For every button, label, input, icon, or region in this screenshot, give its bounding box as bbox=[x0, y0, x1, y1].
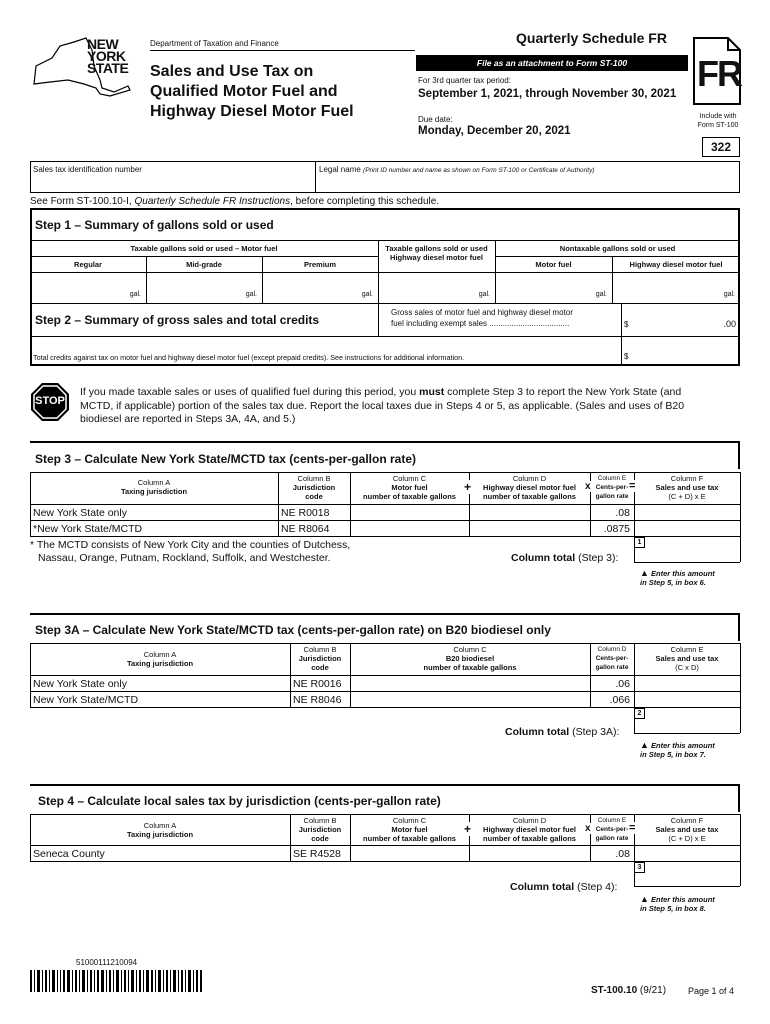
stop-text-a: If you made taxable sales or uses of qualified fuel during this period, you bbox=[80, 386, 420, 398]
times-operator: x bbox=[585, 481, 591, 492]
step3a-col-d-header bbox=[590, 645, 634, 672]
step2-gross-dollar: $ bbox=[624, 320, 629, 329]
enter-note-line-2: in Step 5, in box 6. bbox=[640, 578, 706, 587]
step3a-row2-gallons-field[interactable] bbox=[351, 692, 589, 706]
col-title: Cents-per- bbox=[595, 826, 629, 833]
col-title: Motor fuel bbox=[391, 483, 428, 492]
sales-tax-id-field[interactable] bbox=[31, 176, 314, 192]
step3a-column-total-label bbox=[505, 726, 619, 738]
step3-row1-tax-field[interactable] bbox=[635, 505, 739, 519]
form-footer-id bbox=[591, 985, 666, 996]
see-form-suffix: , before completing this schedule. bbox=[290, 196, 440, 207]
step1-taxable-motor-header: Taxable gallons sold or used – Motor fuel bbox=[130, 244, 278, 253]
footnote-line-2: Nassau, Orange, Putnam, Rockland, Suffolk, and Westchester. bbox=[38, 552, 331, 564]
col-title: Cents-per- bbox=[595, 655, 629, 662]
fr-icon-text: FR bbox=[697, 53, 741, 94]
col-title: Taxing jurisdiction bbox=[126, 830, 194, 839]
see-form-prefix: See Form ST-100.10-I, bbox=[30, 196, 132, 207]
col-title: Highway diesel motor fuel bbox=[483, 825, 576, 834]
step3a-total-field[interactable] bbox=[645, 709, 739, 732]
step4-row1-rate: .08 bbox=[615, 848, 630, 860]
col-title: Jurisdiction bbox=[292, 483, 336, 492]
col-title-2: gallon rate bbox=[595, 493, 629, 500]
total-label-bold: Column total bbox=[510, 881, 575, 893]
col-label: Column D bbox=[512, 816, 547, 825]
gal-unit: gal. bbox=[723, 291, 735, 298]
step3a-title: Step 3A – Calculate New York State/MCTD tax (cents-per-gallon rate) on B20 biodiesel only bbox=[35, 623, 551, 637]
step3-total-field[interactable] bbox=[645, 538, 739, 561]
stop-instructions bbox=[80, 386, 745, 427]
stop-line-2: MCTD, if applicable) portion of the sales tax due. Report the local taxes due in Steps 4 or 5, as applicable. (Sales and uses of B20 bbox=[80, 399, 685, 412]
step1-nontaxable-header: Nontaxable gallons sold or used bbox=[559, 244, 676, 253]
col-label: Column A bbox=[143, 650, 177, 659]
col-label: Column C bbox=[453, 645, 487, 654]
col-title: B20 biodiesel bbox=[445, 654, 495, 663]
step3a-row2-code: NE R8046 bbox=[293, 694, 342, 706]
main-title-line-1: Sales and Use Tax on bbox=[150, 63, 314, 80]
step1-taxable-diesel-header bbox=[378, 244, 495, 262]
step2-gross-label bbox=[391, 307, 573, 329]
main-title bbox=[150, 62, 354, 122]
main-title-line-3: Highway Diesel Motor Fuel bbox=[150, 103, 354, 120]
footnote-line-1: * The MCTD consists of New York City and the counties of Dutchess, bbox=[30, 539, 351, 551]
col-label: Column F bbox=[670, 474, 704, 483]
plus-operator: + bbox=[464, 822, 472, 836]
period-label: For 3rd quarter tax period: bbox=[418, 76, 511, 85]
step3-enter-note bbox=[640, 569, 715, 587]
col-label: Column D bbox=[512, 474, 547, 483]
logo-line-2: YORK bbox=[87, 48, 126, 64]
step4-row1-motor-field[interactable] bbox=[351, 846, 468, 860]
step3a-row1-code: NE R0016 bbox=[293, 678, 342, 690]
step3a-row1-tax-field[interactable] bbox=[635, 676, 739, 690]
step3a-row1-jurisdiction: New York State only bbox=[33, 678, 127, 690]
step1-nontaxable-diesel-field[interactable] bbox=[613, 273, 739, 303]
step1-title: Step 1 – Summary of gallons sold or used bbox=[35, 218, 274, 232]
step3-title: Step 3 – Calculate New York State/MCTD tax (cents-per-gallon rate) bbox=[35, 452, 416, 466]
step4-col-d-header bbox=[469, 816, 590, 843]
step3-col-f-header bbox=[634, 474, 740, 501]
step3-row1-diesel-field[interactable] bbox=[470, 505, 589, 519]
step3-row2-tax-field[interactable] bbox=[635, 521, 739, 535]
col-title-2: code bbox=[311, 663, 329, 672]
col-title: Jurisdiction bbox=[298, 654, 342, 663]
col-title: Sales and use tax bbox=[655, 483, 719, 492]
col-label: Column D bbox=[597, 646, 627, 653]
tax-period: September 1, 2021, through November 30, 2021 bbox=[418, 88, 677, 100]
step4-box-number: 3 bbox=[634, 862, 645, 873]
stop-sign-text: STOP bbox=[35, 395, 65, 407]
step1-col-nontaxable-motor: Motor fuel bbox=[535, 260, 572, 269]
gal-unit: gal. bbox=[129, 291, 141, 298]
gross-label-line-2: fuel including exempt sales .................................... bbox=[391, 319, 570, 328]
see-form-instructions bbox=[30, 196, 439, 207]
step3a-row2-tax-field[interactable] bbox=[635, 692, 739, 706]
form-title: Quarterly Schedule FR bbox=[516, 30, 667, 46]
step3-row2-diesel-field[interactable] bbox=[470, 521, 589, 535]
see-form-italic: Quarterly Schedule FR Instructions bbox=[131, 196, 291, 207]
enter-note-line-2: in Step 5, in box 8. bbox=[640, 904, 706, 913]
step1-col-nontaxable-diesel: Highway diesel motor fuel bbox=[629, 260, 723, 269]
arrow-up-icon: ▲ bbox=[640, 568, 649, 578]
step3-col-e-header bbox=[590, 474, 634, 501]
col-label: Column B bbox=[303, 816, 337, 825]
include-with-line-2: Form ST-100 bbox=[697, 122, 739, 129]
department-name: Department of Taxation and Finance bbox=[150, 39, 279, 48]
col-title-2: number of taxable gallons bbox=[423, 663, 517, 672]
due-date-label: Due date: bbox=[418, 115, 453, 124]
legal-name-label-text: Legal name bbox=[319, 165, 361, 174]
step3a-box-number: 2 bbox=[634, 708, 645, 719]
attachment-banner-text: File as an attachment to Form ST-100 bbox=[476, 58, 628, 68]
gal-unit: gal. bbox=[361, 291, 373, 298]
step4-enter-note bbox=[640, 895, 715, 913]
col-title-2: number of taxable gallons bbox=[363, 492, 456, 501]
stop-line-3: biodiesel are reported in Steps 3A, 4A, and 5.) bbox=[80, 413, 296, 425]
attachment-banner bbox=[416, 55, 688, 71]
legal-name-field[interactable] bbox=[316, 176, 739, 192]
col-title: Jurisdiction bbox=[298, 825, 342, 834]
step4-row1-diesel-field[interactable] bbox=[470, 846, 589, 860]
col-title: Motor fuel bbox=[391, 825, 428, 834]
barcode-number: 51000111210094 bbox=[76, 958, 138, 967]
legal-name-label bbox=[319, 165, 595, 174]
times-operator: x bbox=[585, 823, 591, 834]
footer-revision: (9/21) bbox=[637, 985, 667, 996]
step3a-row1-gallons-field[interactable] bbox=[351, 676, 589, 690]
col-title: Highway diesel motor fuel bbox=[483, 483, 576, 492]
step4-col-f-header bbox=[634, 816, 740, 843]
col-title-2: number of taxable gallons bbox=[483, 834, 576, 843]
enter-note-line-1: Enter this amount bbox=[651, 741, 715, 750]
gross-label-line-1: Gross sales of motor fuel and highway diesel motor bbox=[391, 308, 573, 317]
barcode bbox=[30, 970, 202, 992]
col-label: Column B bbox=[297, 474, 331, 483]
plus-operator: + bbox=[464, 480, 472, 494]
equals-operator: = bbox=[629, 480, 636, 492]
step3a-col-a-header bbox=[30, 650, 290, 668]
col-label: Column E bbox=[670, 645, 704, 654]
footer-form-id: ST-100.10 bbox=[591, 985, 638, 996]
logo-line-3: STATE bbox=[87, 60, 129, 76]
col-title-2: code bbox=[305, 492, 323, 501]
state-logo-text bbox=[87, 38, 128, 74]
col-title: Taxing jurisdiction bbox=[126, 659, 194, 668]
col-title-2: (C + D) x E bbox=[668, 834, 706, 843]
step2-credits-field[interactable] bbox=[632, 337, 738, 364]
gal-unit: gal. bbox=[478, 291, 490, 298]
step3-col-c-header bbox=[350, 474, 472, 501]
logo-line-1: NEW bbox=[87, 36, 119, 52]
step3-row2-motor-field[interactable] bbox=[351, 521, 468, 535]
step1-premium-field[interactable] bbox=[263, 273, 377, 303]
col-title: Cents-per- bbox=[595, 484, 629, 491]
col-label: Column C bbox=[392, 474, 427, 483]
step4-col-c-header bbox=[350, 816, 472, 843]
col-title-2: (C + D) x E bbox=[668, 492, 706, 501]
step3-row1-motor-field[interactable] bbox=[351, 505, 468, 519]
form-code-box bbox=[702, 137, 740, 157]
total-label-normal: (Step 3): bbox=[575, 552, 619, 564]
col-label: Column A bbox=[143, 821, 177, 830]
enter-note-line-2: in Step 5, in box 7. bbox=[640, 750, 706, 759]
stop-must: must bbox=[419, 386, 445, 398]
step4-title: Step 4 – Calculate local sales tax by jurisdiction (cents-per-gallon rate) bbox=[38, 794, 441, 808]
step3-col-d-header bbox=[469, 474, 590, 501]
total-label-normal: (Step 3A): bbox=[569, 726, 620, 738]
step4-row1-jurisdiction: Seneca County bbox=[33, 848, 105, 860]
col-title: Sales and use tax bbox=[655, 825, 719, 834]
step1-nontaxable-motor-field[interactable] bbox=[496, 273, 611, 303]
col-title: Sales and use tax bbox=[655, 654, 719, 663]
taxable-diesel-header-line-1: Taxable gallons sold or used bbox=[385, 244, 488, 253]
gal-unit: gal. bbox=[595, 291, 607, 298]
step3-col-a-header bbox=[30, 478, 278, 496]
step4-col-b-header bbox=[290, 816, 350, 843]
step1-col-midgrade: Mid-grade bbox=[186, 260, 222, 269]
col-label: Column E bbox=[597, 817, 627, 824]
col-label: Column C bbox=[392, 816, 427, 825]
col-title-2: code bbox=[311, 834, 329, 843]
stop-text-b: complete Step 3 to report the New York State (and bbox=[444, 386, 682, 398]
equals-operator: = bbox=[629, 822, 636, 834]
include-with-line-1: Include with bbox=[699, 113, 737, 120]
step2-title: Step 2 – Summary of gross sales and total credits bbox=[35, 313, 320, 327]
stop-line-1 bbox=[80, 386, 745, 400]
step3-col-b-header bbox=[278, 474, 350, 501]
col-title: Taxing jurisdiction bbox=[120, 487, 188, 496]
step3a-col-e-header bbox=[634, 645, 740, 672]
col-label: Column A bbox=[137, 478, 171, 487]
step3a-row1-rate: .06 bbox=[615, 678, 630, 690]
step1-regular-field[interactable] bbox=[31, 273, 145, 303]
step3-row2-jurisdiction: *New York State/MCTD bbox=[33, 523, 143, 535]
col-label: Column B bbox=[303, 645, 337, 654]
step1-taxable-diesel-field[interactable] bbox=[379, 273, 494, 303]
arrow-up-icon: ▲ bbox=[640, 894, 649, 904]
step3-row1-rate: .08 bbox=[615, 507, 630, 519]
col-title-2: gallon rate bbox=[595, 835, 629, 842]
step3-box-number: 1 bbox=[634, 537, 645, 548]
col-label: Column E bbox=[597, 475, 627, 482]
step3a-enter-note bbox=[640, 741, 715, 759]
step3a-col-c-header bbox=[350, 645, 590, 672]
step3-footnote bbox=[30, 539, 350, 565]
col-title-2: number of taxable gallons bbox=[483, 492, 576, 501]
include-with-note bbox=[688, 112, 748, 130]
step4-column-total-label bbox=[510, 881, 617, 893]
form-code: 322 bbox=[710, 140, 732, 154]
step1-col-regular: Regular bbox=[74, 260, 102, 269]
legal-name-hint: (Print ID number and name as shown on Form ST-100 or Certificate of Authority) bbox=[363, 167, 595, 174]
enter-note-line-1: Enter this amount bbox=[651, 895, 715, 904]
total-label-bold: Column total bbox=[511, 552, 576, 564]
step1-midgrade-field[interactable] bbox=[147, 273, 261, 303]
step2-credits-label: Total credits against tax on motor fuel and highway diesel motor fuel (except prepaid credits). See instructions for additional information. bbox=[33, 353, 465, 362]
total-label-normal: (Step 4): bbox=[574, 881, 618, 893]
enter-note-line-1: Enter this amount bbox=[651, 569, 715, 578]
step3-column-total-label bbox=[511, 552, 618, 564]
gal-unit: gal. bbox=[245, 291, 257, 298]
due-date: Monday, December 20, 2021 bbox=[418, 125, 571, 137]
col-title-2: (C x D) bbox=[675, 663, 699, 672]
step2-gross-value[interactable]: .00 bbox=[723, 319, 736, 329]
col-title-2: number of taxable gallons bbox=[363, 834, 456, 843]
step3a-row2-rate: .066 bbox=[609, 694, 630, 706]
step3a-row2-jurisdiction: New York State/MCTD bbox=[33, 694, 139, 706]
step2-credits-dollar: $ bbox=[624, 352, 629, 361]
arrow-up-icon: ▲ bbox=[640, 740, 649, 750]
step4-col-a-header bbox=[30, 821, 290, 839]
step4-row1-code: SE R4528 bbox=[293, 848, 341, 860]
col-label: Column F bbox=[670, 816, 704, 825]
step3a-col-b-header bbox=[290, 645, 350, 672]
step3-row1-jurisdiction: New York State only bbox=[33, 507, 127, 519]
step3-row2-code: NE R8064 bbox=[281, 523, 330, 535]
step4-total-field[interactable] bbox=[645, 863, 739, 885]
main-title-line-2: Qualified Motor Fuel and bbox=[150, 83, 338, 100]
total-label-bold: Column total bbox=[505, 726, 570, 738]
step3-row2-rate: .0875 bbox=[603, 523, 630, 535]
col-title-2: gallon rate bbox=[595, 664, 629, 671]
step1-col-premium: Premium bbox=[303, 260, 337, 269]
step4-row1-tax-field[interactable] bbox=[635, 846, 739, 860]
step3-row1-code: NE R0018 bbox=[281, 507, 330, 519]
sales-tax-id-label: Sales tax identification number bbox=[33, 165, 142, 174]
taxable-diesel-header-line-2: Highway diesel motor fuel bbox=[390, 253, 483, 262]
page-number: Page 1 of 4 bbox=[688, 986, 735, 996]
step4-col-e-header bbox=[590, 816, 634, 843]
